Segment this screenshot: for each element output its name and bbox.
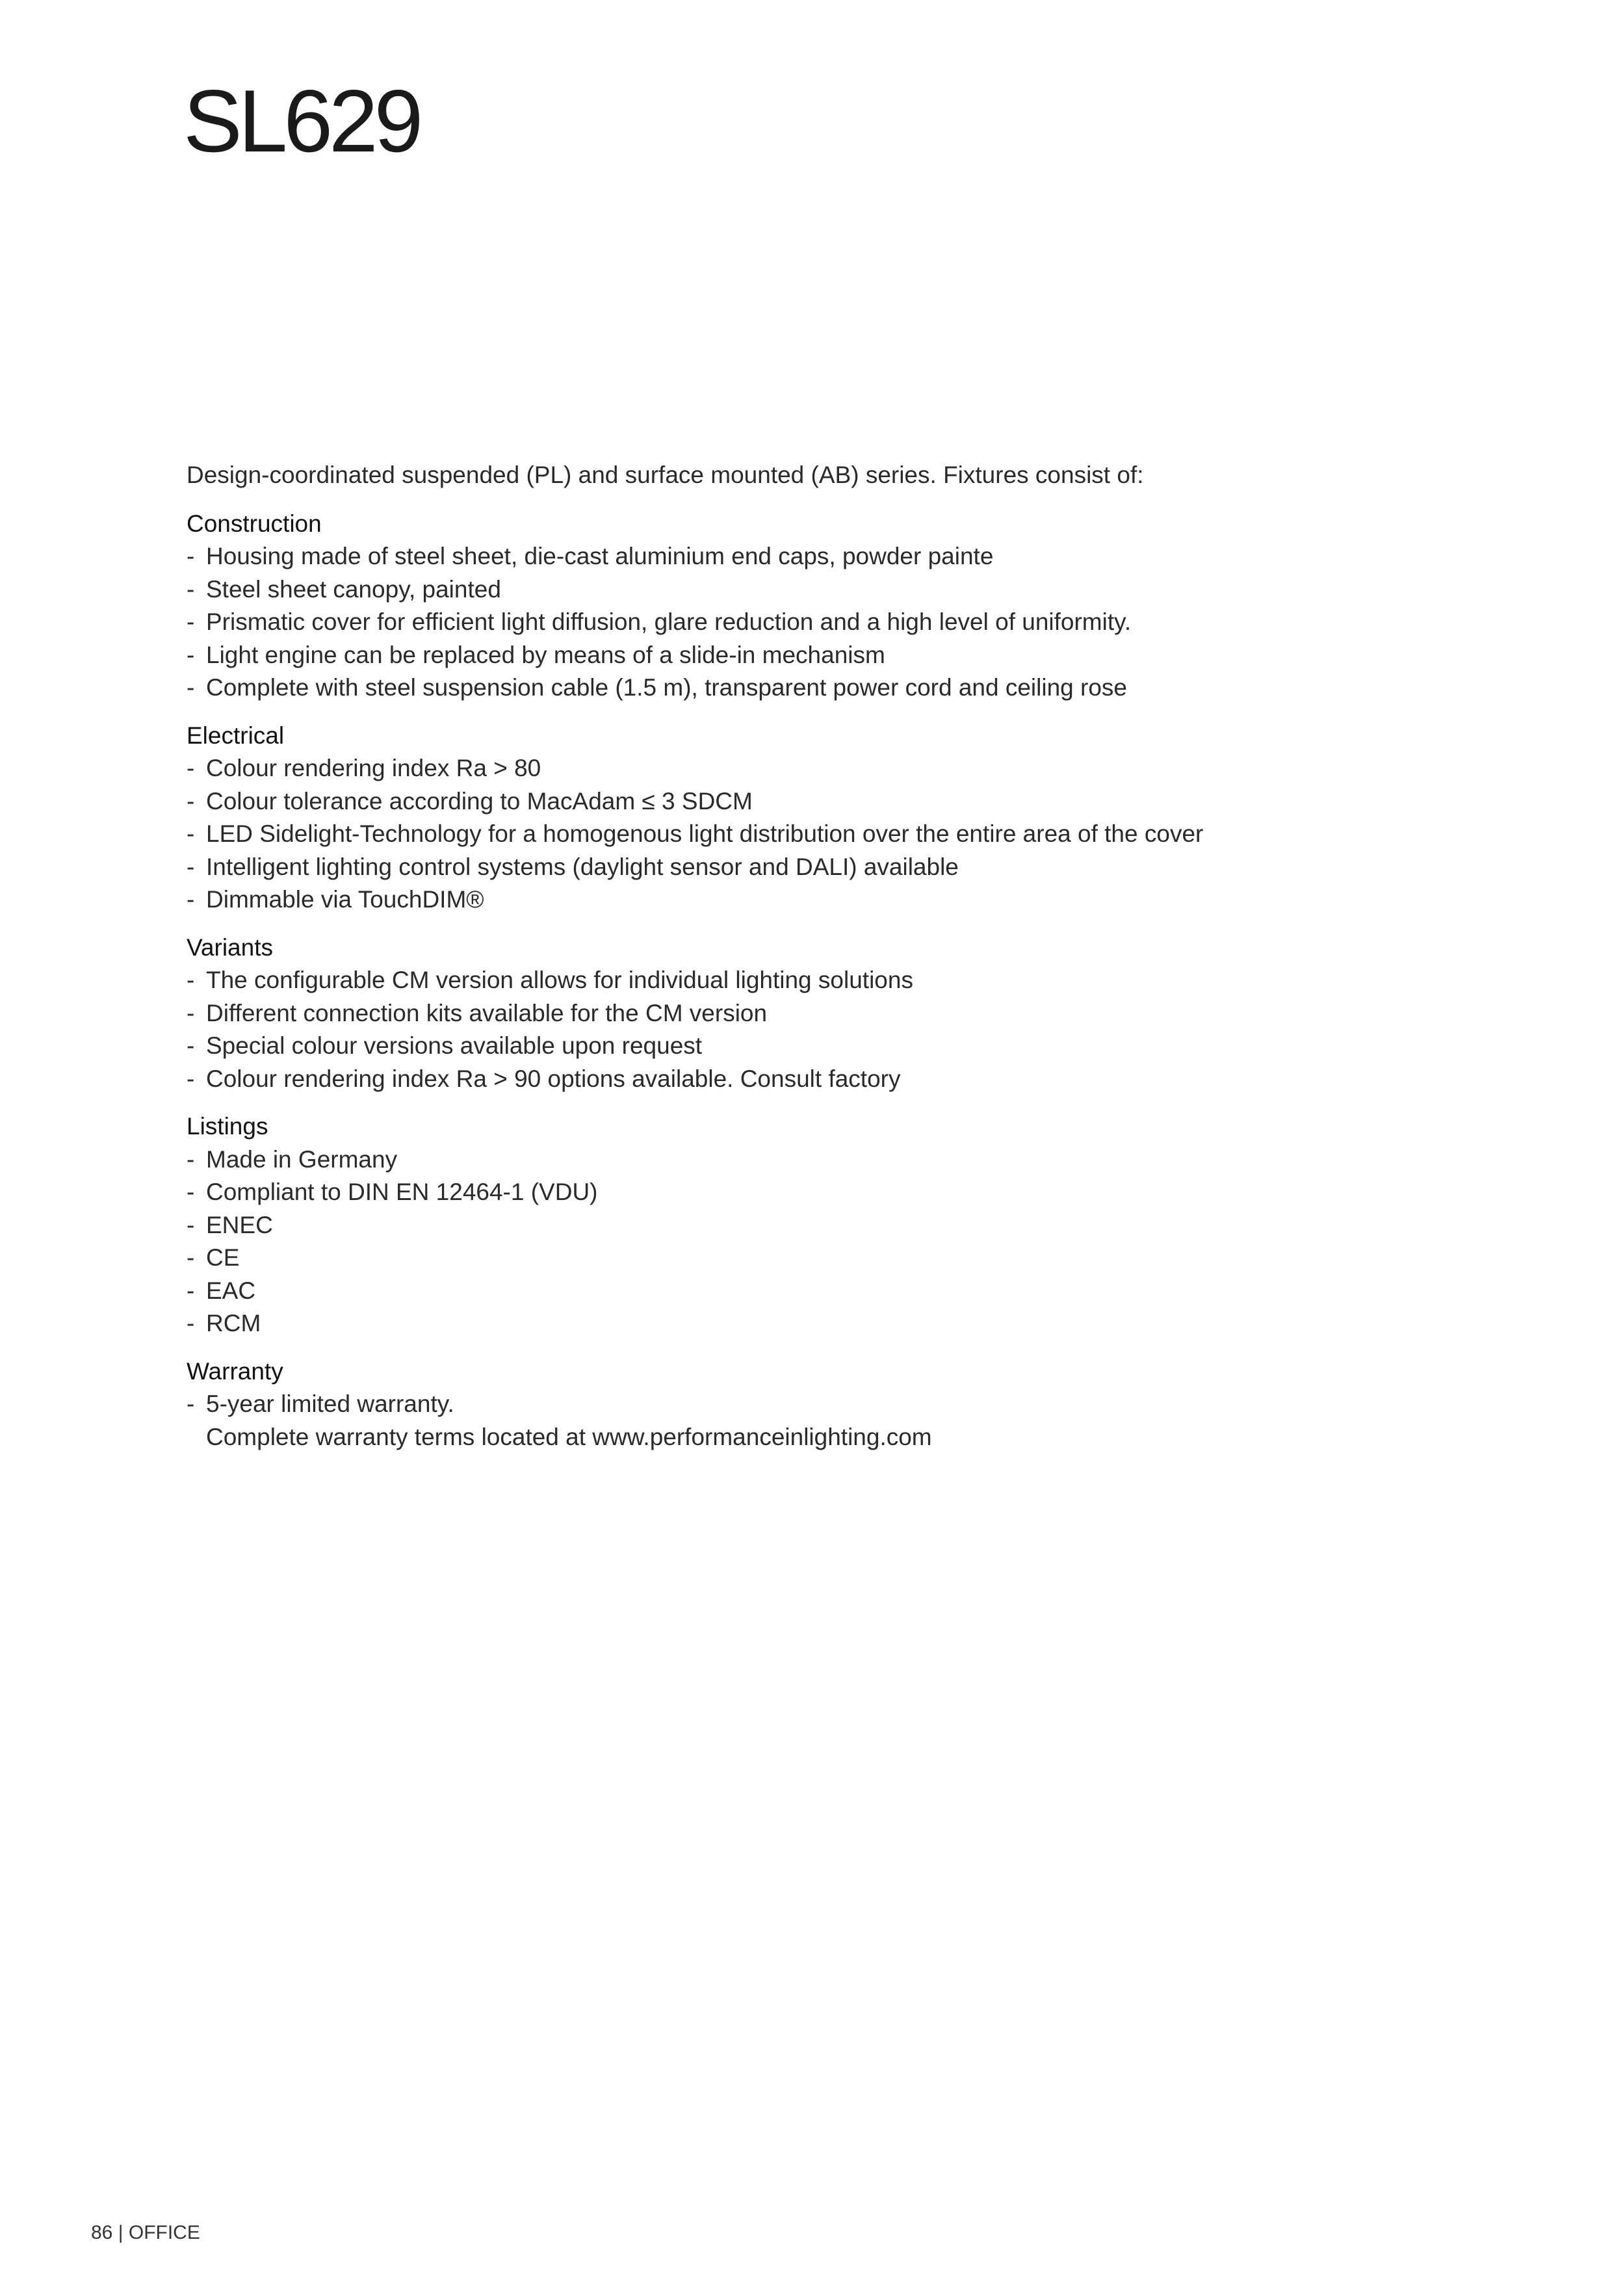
list-item: - 5-year limited warranty. xyxy=(187,1390,454,1417)
section-heading-variants: Variants xyxy=(187,933,273,961)
section-heading-electrical: Electrical xyxy=(187,722,285,749)
list-item: - RCM xyxy=(187,1310,261,1337)
list-item: - Housing made of steel sheet, die-cast aluminium end caps, powder painte xyxy=(187,543,994,569)
section-heading-construction: Construction xyxy=(187,510,322,537)
section-heading-listings: Listings xyxy=(187,1113,268,1140)
list-item: - Prismatic cover for efficient light diffusion, glare reduction and a high level of uniformity. xyxy=(187,608,1132,635)
list-item: - ENEC xyxy=(187,1211,273,1238)
footer-separator: | xyxy=(118,2222,123,2243)
list-item: - Steel sheet canopy, painted xyxy=(187,575,501,603)
list-item: - Complete with steel suspension cable (1.5 m), transparent power cord and ceiling rose xyxy=(187,674,1128,701)
section-listings xyxy=(187,1110,1487,1340)
list-item: - Special colour versions available upon request xyxy=(187,1032,703,1059)
list-item: - Colour rendering index Ra > 90 options available. Consult factory xyxy=(187,1065,901,1092)
list-item: - Compliant to DIN EN 12464-1 (VDU) xyxy=(187,1179,598,1205)
list-item: - Made in Germany xyxy=(187,1145,398,1173)
section-electrical xyxy=(187,720,1487,917)
list-item: - Colour rendering index Ra > 80 xyxy=(187,755,541,781)
list-item: - LED Sidelight-Technology for a homogenous light distribution over the entire area of the cover xyxy=(187,820,1204,847)
list-item: - The configurable CM version allows for individual lighting solutions xyxy=(187,967,913,993)
section-variants xyxy=(187,932,1487,1096)
spec-content xyxy=(187,459,1487,1468)
footer-section-label: OFFICE xyxy=(128,2222,200,2243)
list-item: - Colour tolerance according to MacAdam ≤ 3 SDCM xyxy=(187,787,753,815)
list-item: - Different connection kits available for the CM version xyxy=(187,999,768,1026)
page-footer xyxy=(91,2222,200,2244)
page-title: SL629 xyxy=(183,72,420,170)
page-number: 86 xyxy=(91,2222,113,2243)
section-warranty xyxy=(187,1355,1487,1454)
warranty-terms-text: Complete warranty terms located at www.performanceinlighting.com xyxy=(206,1423,932,1450)
list-item: - Dimmable via TouchDIM® xyxy=(187,886,484,913)
list-item: - CE xyxy=(187,1244,240,1271)
listings-list xyxy=(187,1143,1487,1340)
list-item: - Intelligent lighting control systems (daylight sensor and DALI) available xyxy=(187,853,959,880)
construction-list xyxy=(187,540,1487,705)
variants-list xyxy=(187,964,1487,1095)
list-item: - EAC xyxy=(187,1277,256,1304)
section-heading-warranty: Warranty xyxy=(187,1357,283,1385)
section-construction xyxy=(187,508,1487,705)
list-item: - Light engine can be replaced by means of a slide-in mechanism xyxy=(187,641,885,668)
warranty-list xyxy=(187,1388,1487,1421)
intro-text: Design-coordinated suspended (PL) and surface mounted (AB) series. Fixtures consist of: xyxy=(187,462,1144,488)
electrical-list xyxy=(187,752,1487,917)
